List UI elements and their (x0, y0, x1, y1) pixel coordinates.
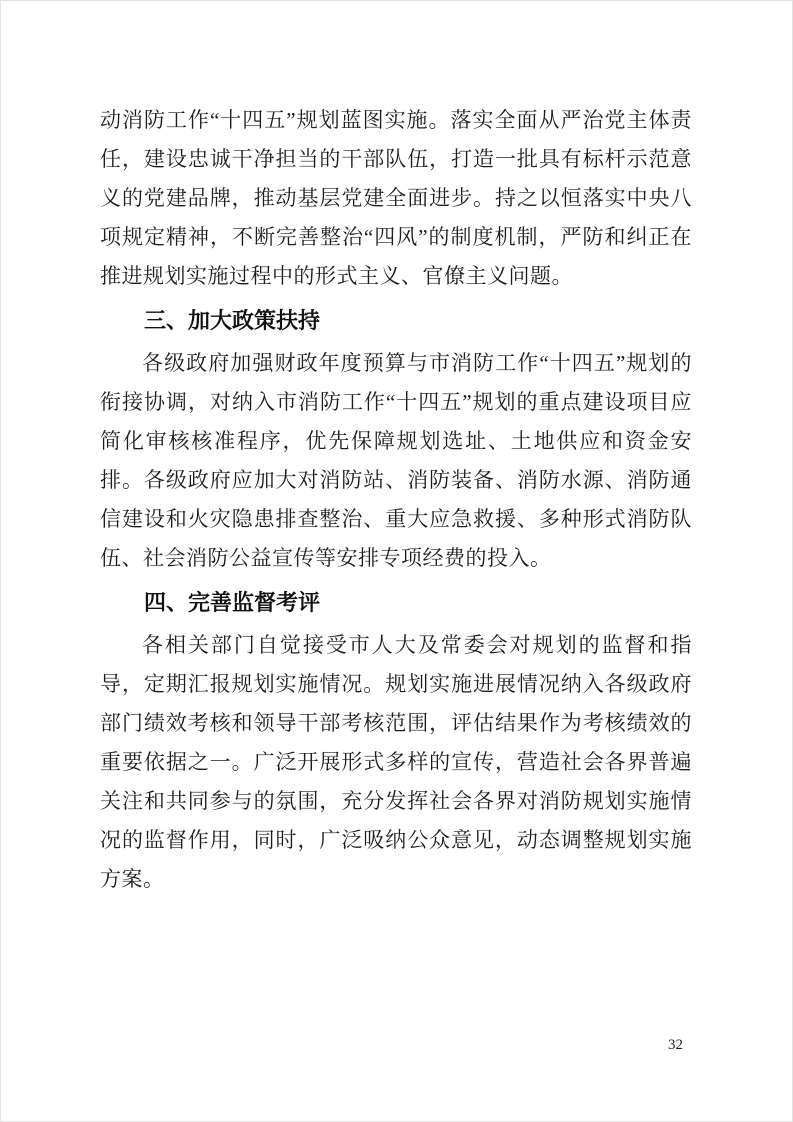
page-content (100, 101, 692, 899)
body-paragraph-continuation: 动消防工作“十四五”规划蓝图实施。落实全面从严治党主体责任，建设忠诚干净担当的干部队伍，打造一批具有标杆示范意义的党建品牌，推动基层党建全面进步。持之以恒落实中央八项规定精神，不断完善整治“四风”的制度机制，严防和纠正在推进规划实施过程中的形式主义、官僚主义问题。 (100, 108, 692, 288)
body-paragraph-policy-support: 各级政府加强财政年度预算与市消防工作“十四五”规划的衔接协调，对纳入市消防工作“十四五”规划的重点建设项目应简化审核核准程序，优先保障规划选址、土地供应和资金安排。各级政府应加大对消防站、消防装备、消防水源、消防通信建设和火灾隐患排查整治、重大应急救援、多种形式消防队伍、社会消防公益宣传等安排专项经费的投入。 (100, 351, 692, 570)
body-paragraph-supervision-evaluation: 各相关部门自觉接受市人大及常委会对规划的监督和指导，定期汇报规划实施情况。规划实施进展情况纳入各级政府部门绩效考核和领导干部考核范围，评估结果作为考核绩效的重要依据之一。广泛开展形式多样的宣传，营造社会各界普遍关注和共同参与的氛围，充分发挥社会各界对消防规划实施情况的监督作用，同时，广泛吸纳公众意见，动态调整规划实施方案。 (100, 633, 692, 891)
section-heading-4: 四、完善监督考评 (144, 590, 321, 615)
section-heading-3: 三、加大政策扶持 (144, 308, 321, 333)
page-number: 32 (668, 1037, 683, 1053)
